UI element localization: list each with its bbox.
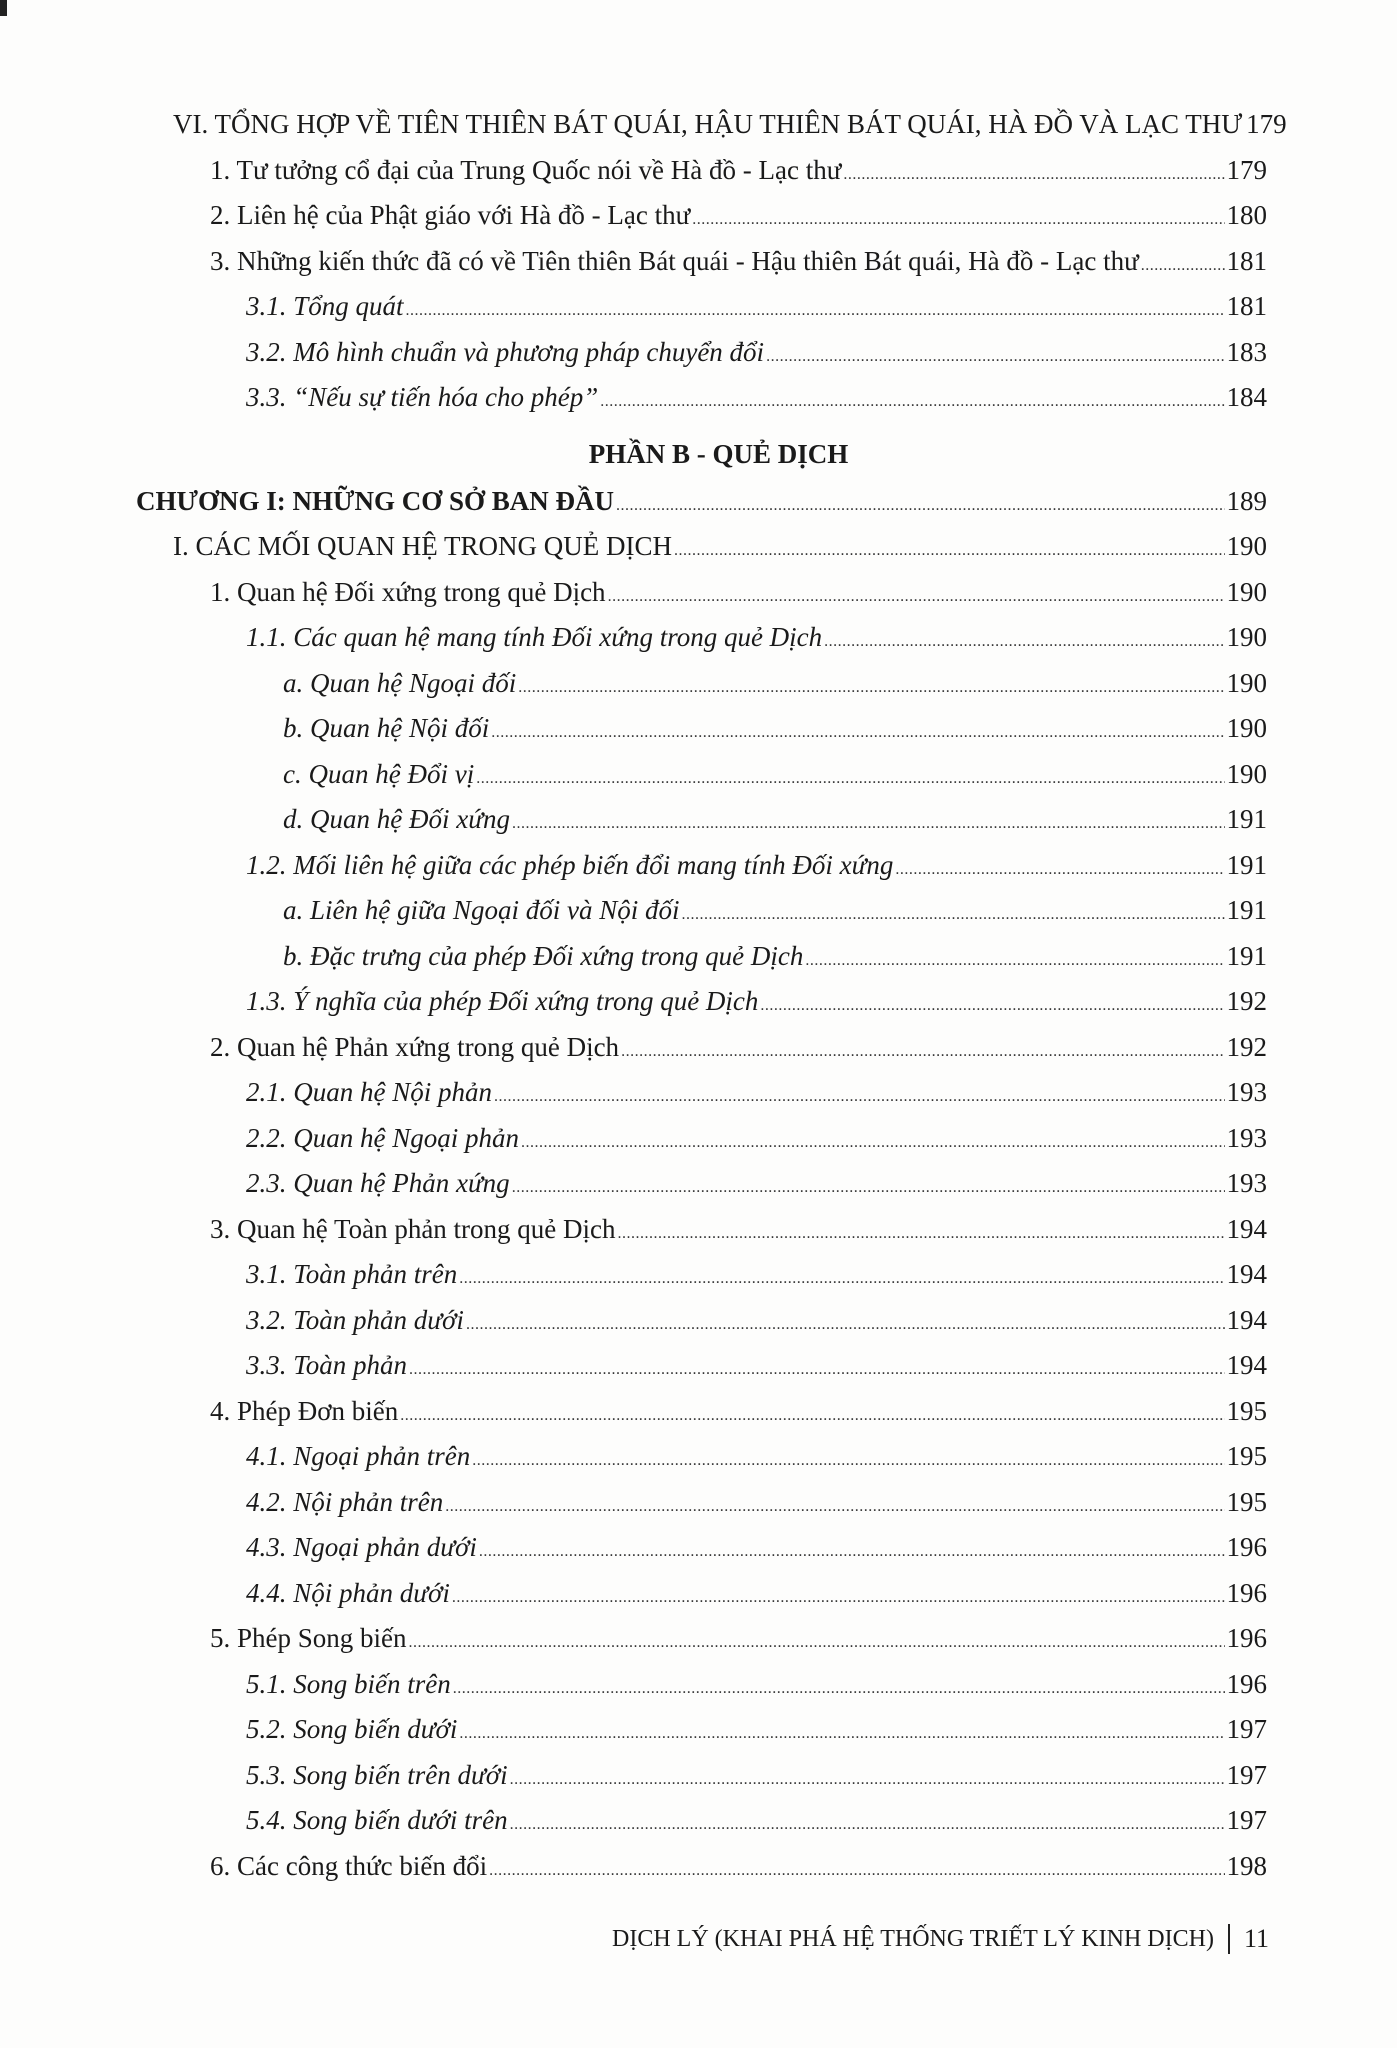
- toc-entry[interactable]: [0, 148, 1397, 194]
- toc-entry-label: a. Quan hệ Ngoại đối: [283, 667, 517, 698]
- table-of-contents: [0, 102, 1397, 1889]
- dot-leader: [479, 1529, 1225, 1575]
- toc-subsubentry[interactable]: [0, 661, 1397, 707]
- toc-entry-label: 3.1. Toàn phản trên: [246, 1259, 458, 1289]
- toc-entry-label: 5.2. Song biến dưới: [246, 1714, 458, 1744]
- toc-entry-page: 190: [1226, 622, 1267, 652]
- toc-subentry[interactable]: [0, 1252, 1397, 1298]
- dot-leader: [618, 1211, 1225, 1257]
- dot-leader: [406, 288, 1225, 334]
- dot-leader: [621, 1029, 1224, 1075]
- toc-entry-page: 197: [1226, 1714, 1267, 1744]
- toc-entry-page: 197: [1226, 1805, 1267, 1835]
- dot-leader: [453, 1666, 1225, 1712]
- toc-subentry[interactable]: [0, 1298, 1397, 1344]
- toc-entry-label: 5.1. Song biến trên: [246, 1668, 451, 1699]
- dot-leader: [824, 619, 1224, 665]
- dot-leader: [518, 665, 1224, 711]
- toc-entry-page: 195: [1226, 1486, 1267, 1517]
- dot-leader: [409, 1620, 1225, 1666]
- toc-entry-chapter[interactable]: [0, 479, 1397, 525]
- toc-entry-page: 183: [1226, 336, 1267, 367]
- toc-entry-page: 184: [1226, 382, 1267, 412]
- toc-entry-page: 198: [1226, 1850, 1267, 1881]
- toc-subsubentry[interactable]: [0, 752, 1397, 798]
- toc-subentry[interactable]: [0, 1480, 1397, 1526]
- running-book-title: DỊCH LÝ (KHAI PHÁ HỆ THỐNG TRIẾT LÝ KINH DỊCH): [612, 1925, 1214, 1952]
- toc-entry-label: 3. Những kiến thức đã có về Tiên thiên Bát quái - Hậu thiên Bát quái, Hà đồ - Lạc thư: [210, 245, 1139, 276]
- dot-leader: [459, 1256, 1224, 1302]
- toc-entry-page: 191: [1226, 895, 1267, 925]
- toc-entry-page: 191: [1226, 940, 1267, 971]
- toc-entry-label: b. Quan hệ Nội đối: [283, 713, 490, 743]
- toc-entry-page: 194: [1226, 1259, 1267, 1289]
- toc-entry[interactable]: [0, 193, 1397, 239]
- toc-entry[interactable]: [0, 1025, 1397, 1071]
- dot-leader: [681, 892, 1224, 938]
- toc-entry-label: 1. Tư tưởng cổ đại của Trung Quốc nói về Hà đồ - Lạc thư: [210, 154, 842, 185]
- toc-entry-page: 196: [1226, 1623, 1267, 1653]
- toc-entry-page: 180: [1226, 200, 1267, 230]
- toc-subsubentry[interactable]: [0, 934, 1397, 980]
- toc-entry-label: d. Quan hệ Đối xứng: [283, 804, 510, 834]
- toc-entry-page: 195: [1226, 1441, 1267, 1471]
- toc-entry-page: 193: [1226, 1168, 1267, 1198]
- toc-subentry[interactable]: [0, 1116, 1397, 1162]
- toc-entry-page: 193: [1226, 1077, 1267, 1107]
- toc-entry-label: 5.3. Song biến trên dưới: [246, 1759, 508, 1790]
- toc-entry-label: b. Đặc trưng của phép Đối xứng trong quẻ Dịch: [283, 940, 804, 971]
- toc-entry-label: 2.1. Quan hệ Nội phản: [246, 1077, 492, 1107]
- dot-leader: [600, 379, 1224, 425]
- toc-entry-label: I. CÁC MỐI QUAN HỆ TRONG QUẺ DỊCH: [173, 531, 672, 561]
- toc-entry-label: 2. Liên hệ của Phật giáo với Hà đồ - Lạc thư: [210, 200, 691, 230]
- toc-entry-page: 189: [1226, 485, 1267, 516]
- toc-entry-label: 2. Quan hệ Phản xứng trong quẻ Dịch: [210, 1031, 620, 1062]
- toc-entry-label: 3.3. “Nếu sự tiến hóa cho phép”: [246, 382, 599, 412]
- toc-entry-label: VI. TỔNG HỢP VỀ TIÊN THIÊN BÁT QUÁI, HẬU THIÊN BÁT QUÁI, HÀ ĐỒ VÀ LẠC THƯ: [173, 109, 1243, 139]
- toc-entry-label: 3.1. Tổng quát: [246, 291, 404, 321]
- toc-subentry[interactable]: [0, 1798, 1397, 1844]
- toc-entry-label: 6. Các công thức biến đổi: [210, 1850, 488, 1881]
- dot-leader: [512, 1165, 1225, 1211]
- toc-subentry[interactable]: [0, 1753, 1397, 1799]
- toc-entry-page: 181: [1226, 245, 1267, 276]
- toc-subsubentry[interactable]: [0, 797, 1397, 843]
- toc-entry-page: 190: [1226, 758, 1267, 789]
- dot-leader: [843, 152, 1224, 198]
- page-footer: [612, 1924, 1269, 1954]
- toc-entry-page: 195: [1226, 1395, 1267, 1426]
- toc-entry-section[interactable]: [0, 524, 1397, 570]
- footer-divider: [1228, 1924, 1230, 1954]
- toc-subentry[interactable]: [0, 1161, 1397, 1207]
- dot-leader: [476, 756, 1224, 802]
- toc-entry-page: 197: [1226, 1759, 1267, 1790]
- toc-subentry[interactable]: [0, 1662, 1397, 1708]
- toc-subentry[interactable]: [0, 979, 1397, 1025]
- toc-subentry[interactable]: [0, 1434, 1397, 1480]
- toc-entry-page: 196: [1226, 1577, 1267, 1608]
- toc-entry-page: 190: [1226, 667, 1267, 698]
- toc-subentry[interactable]: [0, 330, 1397, 376]
- toc-entry-label: 1.2. Mối liên hệ giữa các phép biến đổi mang tính Đối xứng: [246, 849, 894, 880]
- toc-subentry[interactable]: [0, 1571, 1397, 1617]
- dot-leader: [491, 710, 1224, 756]
- dot-leader: [472, 1438, 1224, 1484]
- toc-entry-label: 3.2. Toàn phản dưới: [246, 1304, 464, 1335]
- toc-entry-page: 191: [1226, 804, 1267, 834]
- toc-entry-page: 194: [1226, 1304, 1267, 1335]
- dot-leader: [674, 528, 1225, 574]
- dot-leader: [766, 334, 1224, 380]
- toc-entry-label: 2.2. Quan hệ Ngoại phản: [246, 1122, 519, 1153]
- dot-leader: [895, 847, 1224, 893]
- toc-entry-page: 194: [1226, 1213, 1267, 1244]
- dot-leader: [608, 574, 1225, 620]
- toc-subentry[interactable]: [0, 1343, 1397, 1389]
- dot-leader: [489, 1848, 1224, 1894]
- toc-entry-page: 190: [1226, 713, 1267, 743]
- toc-entry-page: 194: [1226, 1350, 1267, 1380]
- toc-entry-page: 191: [1226, 849, 1267, 880]
- part-heading: PHẦN B - QUẺ DỊCH: [588, 438, 849, 469]
- toc-subentry[interactable]: [0, 284, 1397, 330]
- dot-leader: [692, 197, 1224, 243]
- toc-subentry[interactable]: [0, 1070, 1397, 1116]
- dot-leader: [452, 1575, 1225, 1621]
- toc-entry-label: 1.3. Ý nghĩa của phép Đối xứng trong quẻ Dịch: [246, 986, 759, 1016]
- toc-subentry[interactable]: [0, 1707, 1397, 1753]
- toc-entry-label: 4.2. Nội phản trên: [246, 1486, 444, 1517]
- toc-subentry[interactable]: [0, 375, 1397, 421]
- toc-entry-label: 3. Quan hệ Toàn phản trong quẻ Dịch: [210, 1213, 616, 1244]
- toc-entry-page: 192: [1226, 986, 1267, 1016]
- dot-leader: [466, 1302, 1225, 1348]
- toc-entry-label: CHƯƠNG I: NHỮNG CƠ SỞ BAN ĐẦU: [136, 485, 614, 516]
- toc-entry-label: 4.4. Nội phản dưới: [246, 1577, 450, 1608]
- dot-leader: [1141, 243, 1225, 289]
- toc-entry[interactable]: [0, 570, 1397, 616]
- dot-leader: [494, 1074, 1225, 1120]
- dot-leader: [459, 1711, 1224, 1757]
- toc-subentry[interactable]: [0, 1525, 1397, 1571]
- toc-entry[interactable]: [0, 1844, 1397, 1890]
- toc-entry-label: 3.2. Mô hình chuẩn và phương pháp chuyển đổi: [246, 336, 765, 367]
- toc-entry-page: 196: [1226, 1668, 1267, 1699]
- dot-leader: [521, 1120, 1225, 1166]
- toc-entry-label: 1.1. Các quan hệ mang tính Đối xứng trong quẻ Dịch: [246, 622, 823, 652]
- dot-leader: [510, 1757, 1225, 1803]
- toc-subsubentry[interactable]: [0, 888, 1397, 934]
- toc-entry-label: 5. Phép Song biến: [210, 1623, 407, 1653]
- dot-leader: [805, 938, 1224, 984]
- dot-leader: [445, 1484, 1224, 1530]
- scan-corner-mark: [0, 0, 7, 16]
- dot-leader: [616, 483, 1225, 529]
- toc-entry-page: 192: [1226, 1031, 1267, 1062]
- toc-entry-label: 1. Quan hệ Đối xứng trong quẻ Dịch: [210, 576, 606, 607]
- toc-entry-page: 190: [1226, 531, 1267, 561]
- toc-entry-page: 179: [1246, 109, 1287, 139]
- toc-entry-page: 181: [1226, 291, 1267, 321]
- toc-entry-label: 5.4. Song biến dưới trên: [246, 1805, 508, 1835]
- toc-subsubentry[interactable]: [0, 706, 1397, 752]
- toc-entry-page: 196: [1226, 1532, 1267, 1562]
- toc-entry[interactable]: [0, 1207, 1397, 1253]
- page-number: 11: [1243, 1924, 1269, 1953]
- toc-entry-label: c. Quan hệ Đổi vị: [283, 758, 475, 789]
- toc-entry-label: 4.1. Ngoại phản trên: [246, 1441, 471, 1471]
- dot-leader: [510, 1802, 1225, 1848]
- toc-entry-label: 2.3. Quan hệ Phản xứng: [246, 1168, 510, 1198]
- toc-entry[interactable]: [0, 1616, 1397, 1662]
- toc-entry[interactable]: [0, 1389, 1397, 1435]
- toc-entry-label: 4.3. Ngoại phản dưới: [246, 1532, 477, 1562]
- dot-leader: [409, 1347, 1224, 1393]
- dot-leader: [760, 983, 1224, 1029]
- dot-leader: [512, 801, 1225, 847]
- toc-entry-page: 190: [1226, 576, 1267, 607]
- toc-entry-page: 193: [1226, 1122, 1267, 1153]
- toc-entry-section-vi[interactable]: [0, 102, 1397, 148]
- toc-subentry[interactable]: [0, 843, 1397, 889]
- toc-entry[interactable]: [0, 239, 1397, 285]
- toc-entry-label: 3.3. Toàn phản: [246, 1350, 408, 1380]
- toc-entry-label: 4. Phép Đơn biến: [210, 1395, 399, 1426]
- toc-entry-label: a. Liên hệ giữa Ngoại đối và Nội đối: [283, 895, 680, 925]
- toc-subentry[interactable]: [0, 615, 1397, 661]
- toc-entry-page: 179: [1226, 154, 1267, 185]
- dot-leader: [400, 1393, 1224, 1439]
